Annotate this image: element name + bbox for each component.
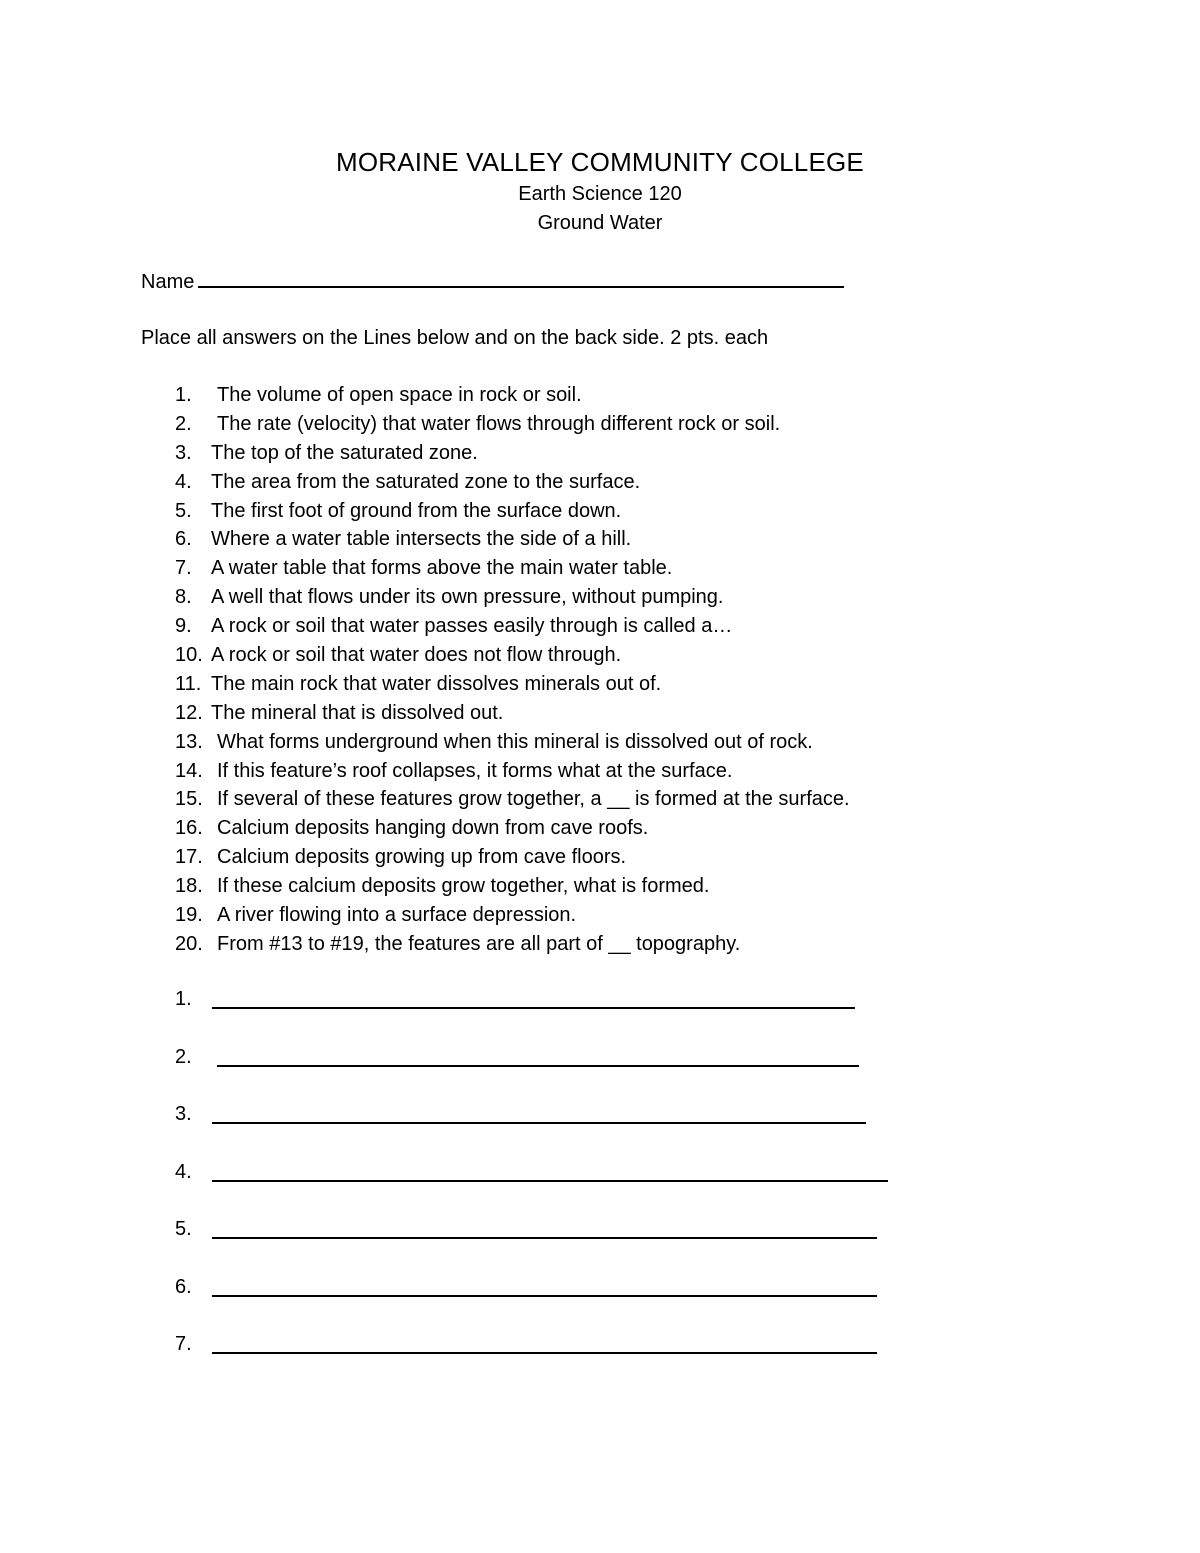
name-field [141,266,844,296]
question-number: 17. [175,846,203,869]
question-text: The rate (velocity) that water flows through different rock or soil. [217,412,781,435]
question-text: If these calcium deposits grow together, what is formed. [217,875,710,898]
question-number: 20. [175,932,203,955]
question-number: 4. [175,470,192,493]
question-text: A water table that forms above the main water table. [211,557,673,580]
question-text: Calcium deposits hanging down from cave roofs. [217,817,649,840]
answer-number: 3. [175,1103,192,1125]
question-number: 19. [175,904,203,927]
question-number: 13. [175,730,203,753]
question-text: A river flowing into a surface depression. [217,904,577,927]
answer-number: 6. [175,1275,192,1298]
topic-title: Ground Water [537,212,663,234]
question-text: A well that flows under its own pressure, without pumping. [211,586,724,609]
question-number: 11. [175,672,202,695]
instructions: Place all answers on the Lines below and on the back side. 2 pts. each [141,327,769,349]
question-number: 10. [175,644,203,667]
question-number: 8. [175,586,192,609]
answer-blank-line[interactable] [212,1237,877,1239]
college-title: MORAINE VALLEY COMMUNITY COLLEGE [336,147,864,177]
question-number: 16. [175,817,203,840]
question-text: A rock or soil that water passes easily through is called a… [211,615,733,638]
answer-number: 7. [175,1333,192,1355]
answer-blank-line[interactable] [212,1122,866,1124]
question-text: The main rock that water dissolves minerals out of. [211,672,662,695]
name-label: Name [141,271,195,293]
question-number: 3. [175,441,192,464]
answer-number: 5. [175,1218,192,1240]
answer-number: 4. [175,1160,192,1183]
question-text: A rock or soil that water does not flow through. [211,644,622,667]
name-blank-line[interactable] [198,266,844,288]
question-number: 14. [175,759,203,782]
answer-blank-line[interactable] [212,1007,855,1009]
question-text: Where a water table intersects the side of a hill. [211,528,632,551]
answer-blank-line[interactable] [217,1065,859,1067]
question-number: 12. [175,701,203,724]
question-number: 18. [175,875,203,898]
question-number: 6. [175,528,192,551]
question-number: 15. [175,788,203,811]
question-number: 1. [175,384,192,406]
question-number: 5. [175,499,192,522]
answer-blank-line[interactable] [212,1295,877,1297]
question-number: 7. [175,557,192,580]
question-text: The top of the saturated zone. [211,441,478,464]
question-text: The mineral that is dissolved out. [211,701,504,724]
question-text: From #13 to #19, the features are all part of __ topography. [217,932,741,955]
answer-blank-line[interactable] [212,1180,888,1182]
course-title: Earth Science 120 [518,183,682,205]
answer-number: 2. [175,1045,192,1068]
question-text: If this feature’s roof collapses, it forms what at the surface. [217,759,733,782]
question-text: The first foot of ground from the surface down. [211,499,622,522]
answer-number: 1. [175,988,192,1010]
question-text: The area from the saturated zone to the surface. [211,470,641,493]
question-text: If several of these features grow together, a __ is formed at the surface. [217,788,850,811]
question-number: 9. [175,615,192,638]
answer-blank-line[interactable] [212,1352,877,1354]
question-number: 2. [175,412,192,435]
question-text: What forms underground when this mineral is dissolved out of rock. [217,730,813,753]
question-text: Calcium deposits growing up from cave floors. [217,846,627,869]
question-text: The volume of open space in rock or soil. [217,384,582,406]
